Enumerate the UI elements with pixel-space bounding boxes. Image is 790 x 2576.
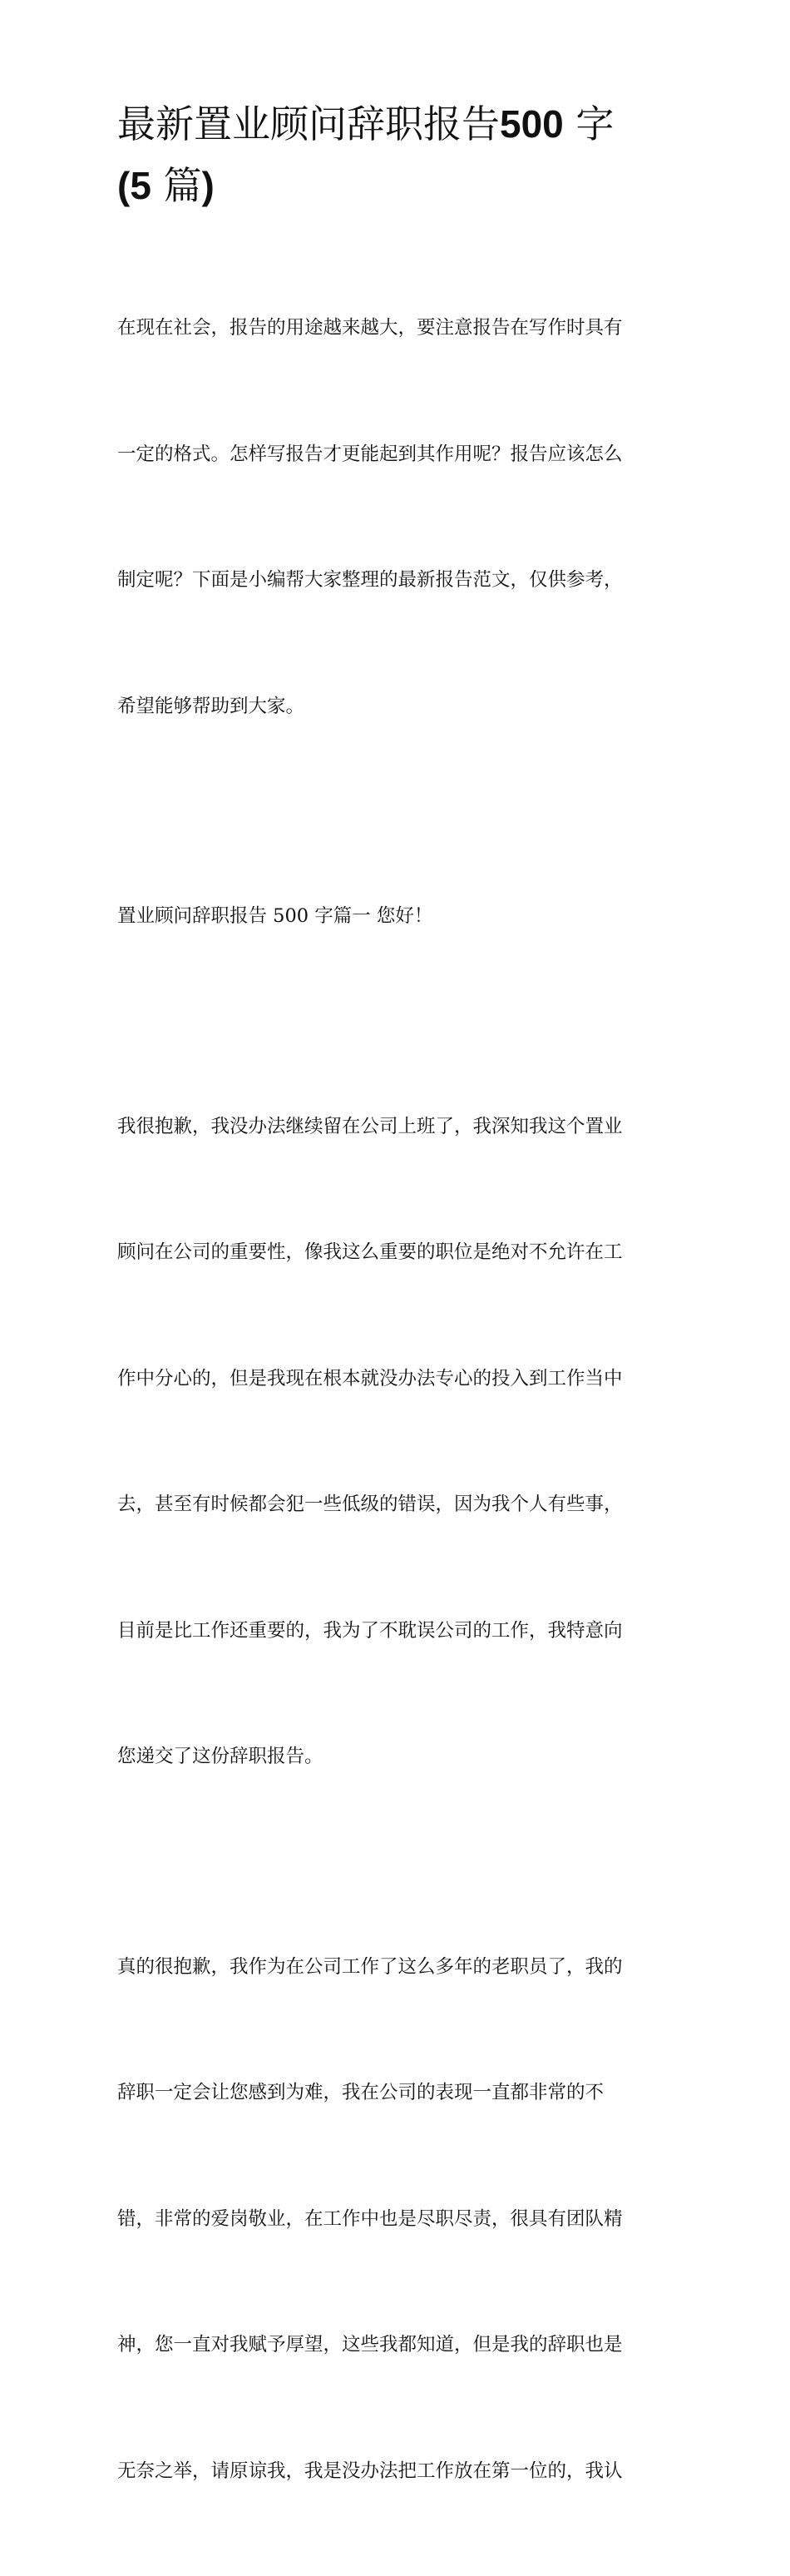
document-page: [117, 93, 676, 2576]
body-line: 神，您一直对我赋予厚望，这些我都知道，但是我的辞职也是: [117, 2324, 676, 2366]
title-count-word: 篇: [151, 163, 202, 208]
body-line: 错，非常的爱岗敬业，在工作中也是尽职尽责，很具有团队精: [117, 2198, 676, 2241]
intro-paragraph: [117, 223, 676, 811]
title-paren-open: (5: [117, 164, 151, 207]
intro-line: 在现在社会，报告的用途越来越大，要注意报告在写作时具有: [117, 307, 676, 349]
section-heading: [117, 811, 676, 1022]
body-line: 真的很抱歉，我作为在公司工作了这么多年的老职员了，我的: [117, 1946, 676, 1989]
body-paragraph-2: [117, 1862, 676, 2576]
title-number: 500: [500, 102, 564, 146]
body-line: 目前是比工作还重要的，我为了不耽误公司的工作，我特意向: [117, 1610, 676, 1652]
body-line: 作中分心的，但是我现在根本就没办法专心的投入到工作当中: [117, 1358, 676, 1400]
title-text-a: 最新置业顾问辞职报告: [117, 102, 500, 146]
intro-line: 一定的格式。怎样写报告才更能起到其作用呢？报告应该怎么: [117, 433, 676, 476]
body-paragraph-1: [117, 1022, 676, 1862]
document-title: [117, 93, 676, 216]
body-line: 您递交了这份辞职报告。: [117, 1736, 676, 1778]
title-line-1: [117, 93, 676, 155]
body-line: 我很抱歉，我没办法继续留在公司上班了，我深知我这个置业: [117, 1106, 676, 1148]
body-line: 顾问在公司的重要性，像我这么重要的职位是绝对不允许在工: [117, 1231, 676, 1274]
section-heading-line: 置业顾问辞职报告 500 字篇一 您好！: [117, 895, 676, 938]
body-line: 去，甚至有时候都会犯一些低级的错误，因为我个人有些事，: [117, 1484, 676, 1526]
title-line-2: [117, 155, 676, 216]
title-text-c: 字: [564, 102, 615, 146]
title-paren-close: ): [202, 164, 215, 207]
body-line: 无奈之举，请原谅我，我是没办法把工作放在第一位的，我认: [117, 2450, 676, 2493]
intro-line: 制定呢？下面是小编帮大家整理的最新报告范文，仅供参考，: [117, 559, 676, 602]
body-line: 辞职一定会让您感到为难，我在公司的表现一直都非常的不: [117, 2072, 676, 2114]
intro-line: 希望能够帮助到大家。: [117, 686, 676, 728]
